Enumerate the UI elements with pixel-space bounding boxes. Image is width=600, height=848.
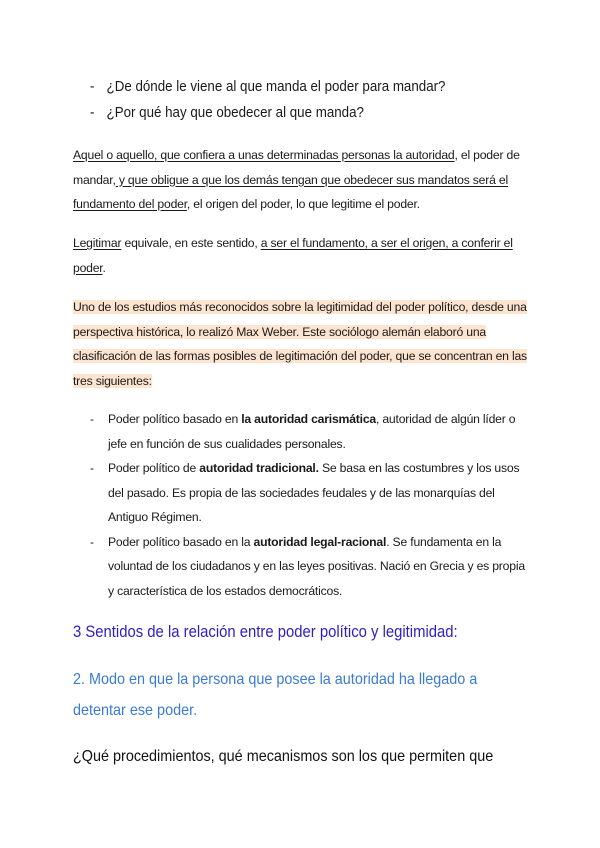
list-dash: -	[90, 79, 95, 95]
paragraph-legitimar	[73, 231, 543, 280]
paragraph-text: .	[102, 260, 106, 275]
underlined-text: Legitimar	[73, 236, 122, 250]
question-text: ¿Por qué hay que obedecer al que manda?	[106, 105, 364, 121]
list-item	[90, 100, 495, 126]
bold-term: autoridad legal-racional	[253, 534, 387, 549]
list-item-text	[108, 407, 530, 456]
question-heading: ¿Qué procedimientos, qué mecanismos son los que permiten que	[73, 748, 494, 765]
paragraph-text: equivale, en este sentido,	[121, 236, 261, 250]
list-item	[90, 74, 495, 100]
legitimacy-types-list	[90, 407, 530, 603]
item-text: . Se fundamenta en la voluntad de los ciudadanos y en las leyes positivas. Nació en Grecia y es propia y característica de los estados democráticos.	[108, 534, 525, 598]
question-list	[90, 74, 530, 126]
bold-term: autoridad tradicional.	[199, 461, 319, 475]
list-item	[90, 407, 530, 456]
underlined-text: y que obligue a que los demás tengan que obedecer sus mandatos será el fundamento del poder	[73, 172, 508, 211]
list-dash: -	[90, 534, 94, 549]
list-item-text	[108, 456, 530, 530]
item-text: Poder político basado en	[108, 412, 242, 426]
item-text: Poder político basado en la	[108, 534, 254, 549]
bold-term: la autoridad carismática	[241, 412, 376, 426]
item-text: Poder político de	[108, 461, 200, 475]
section-heading: 3 Sentidos de la relación entre poder político y legitimidad:	[73, 623, 458, 641]
list-item	[90, 456, 530, 530]
underlined-text: a ser el fundamento, a ser el origen, a conferir el poder	[73, 236, 513, 275]
paragraph-weber	[73, 295, 543, 393]
list-dash: -	[90, 105, 95, 121]
question-text: ¿De dónde le viene al que manda el poder para mandar?	[106, 79, 446, 95]
list-item	[90, 530, 530, 604]
underlined-text: Aquel o aquello, que confiera a unas determinadas personas la autoridad	[73, 148, 455, 162]
list-dash: -	[90, 412, 94, 426]
paragraph-text: , el poder de mandar,	[73, 148, 520, 187]
paragraph-text: , el origen del poder, lo que legitime el poder.	[186, 197, 420, 211]
list-item-text	[108, 530, 530, 604]
item-text: Se basa en las costumbres y los usos del pasado. Es propia de las sociedades feudales y de las monarquías del Antiguo Régimen.	[108, 461, 520, 524]
paragraph-fundamento	[73, 143, 543, 217]
highlighted-text: Uno de los estudios más reconocidos sobre la legitimidad del poder político, desde una perspectiva histórica, lo realizó Max Weber. Este sociólogo alemán elaboró una clasificación de las formas posibles de legitimación del poder, que se concentran en las tres siguientes:	[73, 300, 527, 388]
item-text: , autoridad de algún líder o jefe en función de sus cualidades personales.	[108, 412, 516, 451]
subsection-heading: 2. Modo en que la persona que posee la autoridad ha llegado a detentar ese poder.	[73, 671, 478, 719]
list-dash: -	[90, 461, 94, 475]
